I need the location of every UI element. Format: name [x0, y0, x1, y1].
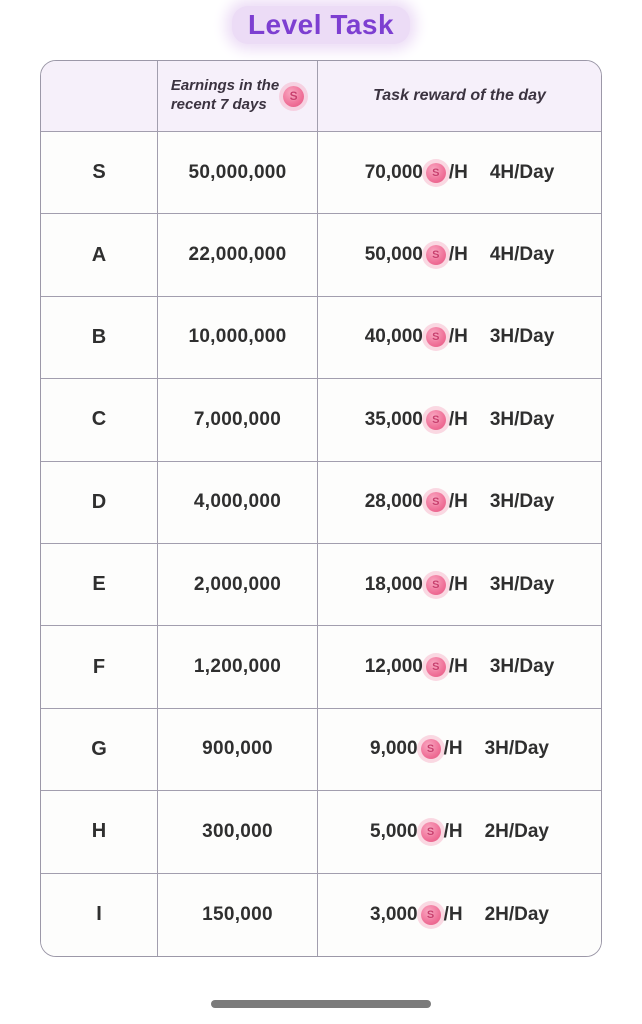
earnings-cell: 2,000,000 — [158, 544, 318, 626]
rate-value: 50,000 — [364, 244, 423, 266]
home-indicator[interactable] — [211, 1000, 431, 1008]
hourly-rate-group — [365, 491, 468, 513]
per-hour-label: /H — [443, 738, 463, 760]
hourly-rate-group — [370, 738, 463, 760]
rate-value: 28,000 — [364, 491, 423, 513]
level-cell: E — [41, 544, 158, 626]
table-grid — [41, 61, 601, 956]
hourly-rate-group — [370, 821, 463, 843]
coin-icon: S — [426, 163, 446, 183]
header-reward-label: Task reward of the day — [373, 87, 546, 104]
reward-cell — [318, 791, 601, 873]
per-hour-label: /H — [443, 820, 463, 842]
per-hour-label: /H — [443, 903, 463, 925]
daily-hours-label: 4H/Day — [489, 161, 555, 183]
header-reward-cell — [318, 61, 601, 132]
level-cell: A — [41, 214, 158, 296]
earnings-cell: 1,200,000 — [158, 626, 318, 708]
daily-hours-label: 3H/Day — [489, 491, 555, 513]
reward-cell — [318, 544, 601, 626]
level-cell: F — [41, 626, 158, 708]
header-earnings-label: Earnings in the recent 7 days — [170, 77, 280, 113]
hourly-rate-group — [370, 904, 463, 926]
earnings-cell: 150,000 — [158, 874, 318, 956]
coin-icon: S — [426, 245, 446, 265]
earnings-cell: 7,000,000 — [158, 379, 318, 461]
daily-hours-label: 3H/Day — [489, 408, 555, 430]
coin-icon: S — [426, 327, 446, 347]
per-hour-label: /H — [448, 491, 468, 513]
daily-hours-label: 3H/Day — [489, 326, 555, 348]
reward-cell — [318, 132, 601, 214]
earnings-cell: 22,000,000 — [158, 214, 318, 296]
rate-value: 18,000 — [364, 573, 423, 595]
earnings-cell: 4,000,000 — [158, 462, 318, 544]
reward-cell — [318, 297, 601, 379]
coin-icon: S — [421, 739, 441, 759]
coin-icon: S — [426, 410, 446, 430]
level-cell: C — [41, 379, 158, 461]
coin-icon: S — [426, 657, 446, 677]
title-bar — [0, 6, 642, 44]
reward-cell — [318, 379, 601, 461]
header-level-cell — [41, 61, 158, 132]
rate-value: 12,000 — [364, 656, 423, 678]
hourly-rate-group — [365, 162, 468, 184]
reward-cell — [318, 462, 601, 544]
daily-hours-label: 2H/Day — [484, 903, 549, 925]
rate-value: 40,000 — [364, 326, 423, 348]
header-earnings-cell — [158, 61, 318, 132]
per-hour-label: /H — [448, 656, 468, 678]
page-title: Level Task — [232, 6, 410, 44]
daily-hours-label: 2H/Day — [484, 820, 549, 842]
daily-hours-label: 3H/Day — [489, 656, 555, 678]
coin-icon: S — [421, 905, 441, 925]
per-hour-label: /H — [448, 408, 468, 430]
rate-value: 5,000 — [370, 820, 418, 842]
reward-cell — [318, 709, 601, 791]
earnings-cell: 300,000 — [158, 791, 318, 873]
coin-icon: S — [421, 822, 441, 842]
level-cell: D — [41, 462, 158, 544]
daily-hours-label: 3H/Day — [489, 573, 555, 595]
earnings-cell: 10,000,000 — [158, 297, 318, 379]
earnings-cell: 50,000,000 — [158, 132, 318, 214]
coin-icon: S — [283, 86, 304, 107]
coin-icon: S — [426, 492, 446, 512]
rate-value: 3,000 — [370, 903, 418, 925]
coin-icon: S — [426, 575, 446, 595]
per-hour-label: /H — [448, 573, 468, 595]
hourly-rate-group — [365, 656, 468, 678]
reward-cell — [318, 214, 601, 296]
hourly-rate-group — [365, 326, 468, 348]
rate-value: 9,000 — [370, 738, 418, 760]
per-hour-label: /H — [448, 244, 468, 266]
level-cell: I — [41, 874, 158, 956]
daily-hours-label: 3H/Day — [484, 738, 549, 760]
level-cell: S — [41, 132, 158, 214]
per-hour-label: /H — [448, 161, 468, 183]
daily-hours-label: 4H/Day — [489, 244, 555, 266]
hourly-rate-group — [365, 409, 468, 431]
level-cell: G — [41, 709, 158, 791]
hourly-rate-group — [365, 244, 468, 266]
level-task-table — [40, 60, 602, 957]
reward-cell — [318, 626, 601, 708]
earnings-cell: 900,000 — [158, 709, 318, 791]
reward-cell — [318, 874, 601, 956]
rate-value: 70,000 — [364, 161, 423, 183]
hourly-rate-group — [365, 574, 468, 596]
per-hour-label: /H — [448, 326, 468, 348]
rate-value: 35,000 — [364, 408, 423, 430]
level-cell: B — [41, 297, 158, 379]
level-cell: H — [41, 791, 158, 873]
